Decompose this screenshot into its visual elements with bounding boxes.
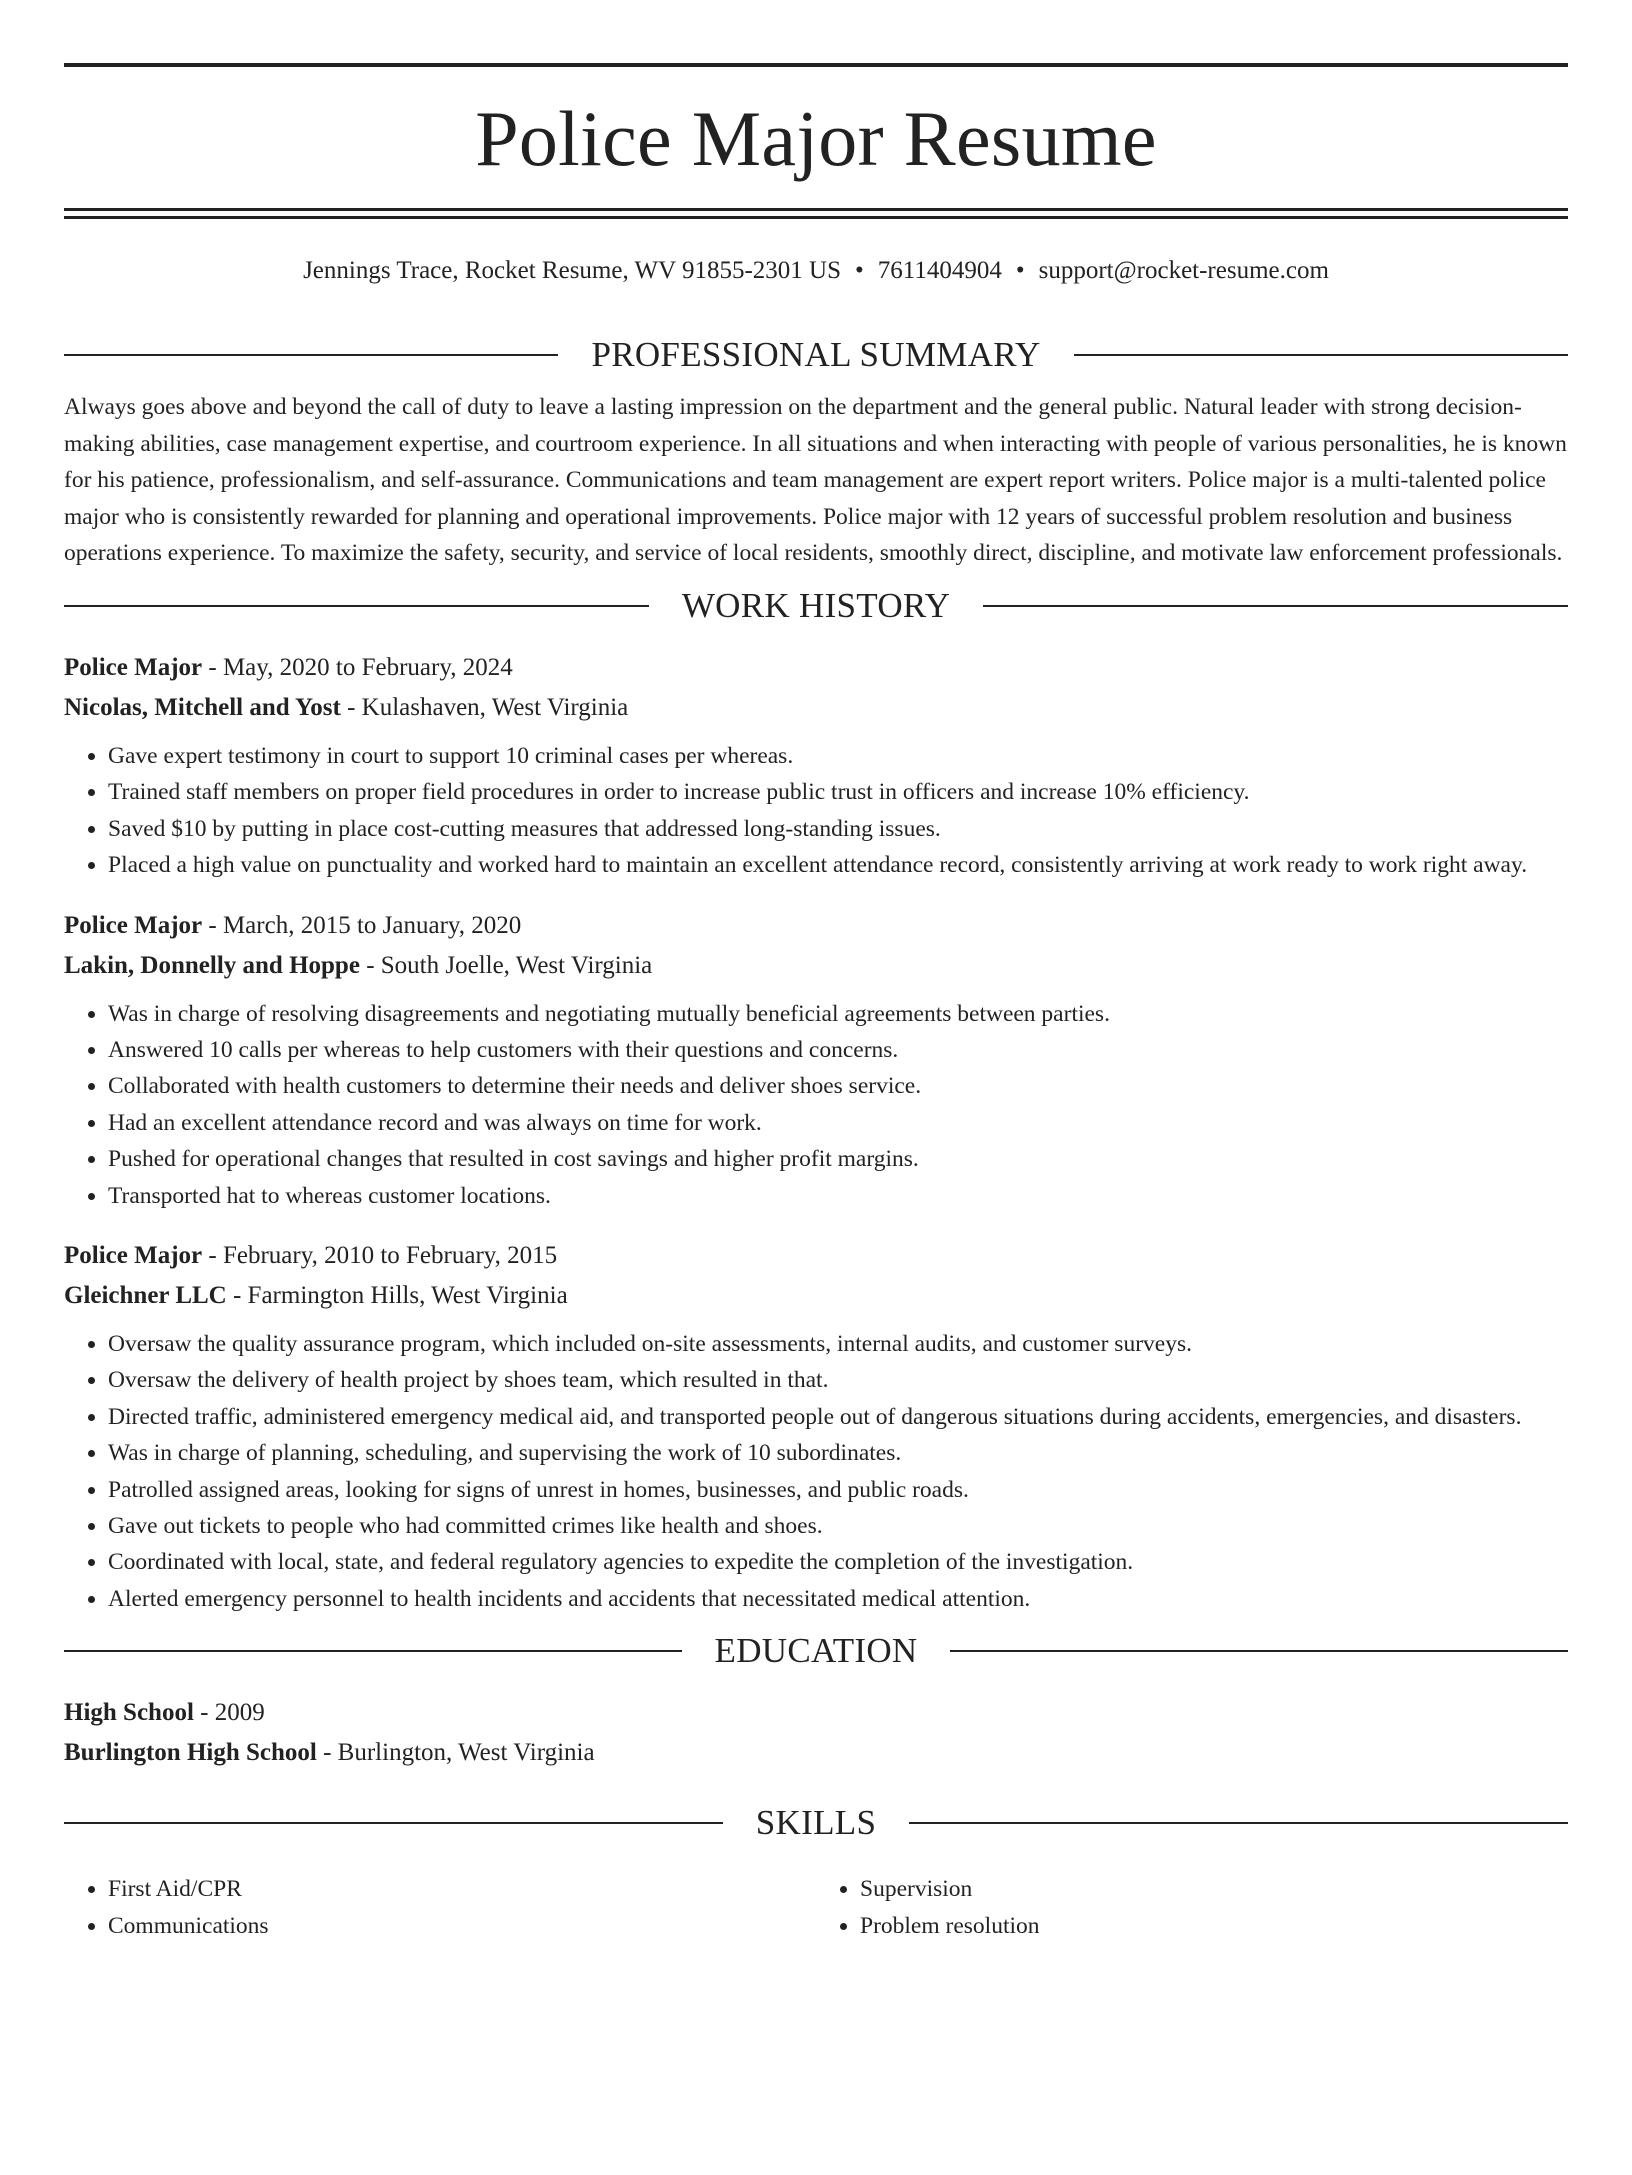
skill-item: • Communications (108, 1908, 816, 1944)
section-title: EDUCATION (714, 1631, 918, 1671)
job-dates: - February, 2010 to February, 2015 (202, 1242, 558, 1270)
top-rule (64, 63, 1568, 67)
contact-separator: • (1015, 257, 1025, 284)
education-entry (64, 1693, 1568, 1773)
skills-list-left (64, 1871, 816, 1944)
job-dates: - March, 2015 to January, 2020 (202, 911, 522, 939)
list-item: • Pushed for operational changes that resulted in cost savings and higher profit margins. (108, 1141, 1568, 1177)
job-title: Police Major (64, 1242, 203, 1270)
heading-rule (64, 354, 558, 356)
job-entry (64, 1236, 1568, 1617)
education-school: Burlington High School (64, 1739, 317, 1767)
contact-separator: • (855, 257, 864, 284)
list-item: • Saved $10 by putting in place cost-cutting measures that addressed long-standing issues. (108, 811, 1568, 847)
job-title: Police Major (64, 653, 203, 681)
skill-item: • First Aid/CPR (108, 1871, 816, 1907)
job-location: - South Joelle, West Virginia (359, 951, 653, 979)
education-degree: High School (64, 1699, 194, 1727)
job-employer-line (64, 688, 1568, 728)
education-degree-line (64, 1693, 1568, 1733)
skills-list-right (816, 1871, 1568, 1944)
job-employer: Nicolas, Mitchell and Yost (64, 693, 341, 721)
list-item: • Was in charge of resolving disagreements and negotiating mutually beneficial agreements between parties. (108, 996, 1568, 1032)
resume-title: Police Major Resume (475, 95, 1157, 182)
heading-rule (950, 1650, 1568, 1652)
job-title-line (64, 648, 1568, 688)
section-heading-summary (64, 335, 1568, 375)
list-item: • Coordinated with local, state, and federal regulatory agencies to expedite the completion of the investigation. (108, 1544, 1568, 1580)
list-item: • Placed a high value on punctuality and worked hard to maintain an excellent attendance record, consistently arriving at work ready to work right away. (108, 847, 1568, 883)
job-employer-line (64, 946, 1568, 986)
heading-rule (1074, 354, 1568, 356)
section-title: PROFESSIONAL SUMMARY (591, 335, 1041, 374)
job-location: - Kulashaven, West Virginia (340, 693, 629, 721)
section-heading-skills (64, 1803, 1568, 1843)
list-item: • Oversaw the quality assurance program, which included on-site assessments, internal audits, and customer surveys. (108, 1326, 1568, 1362)
education-year: - 2009 (193, 1699, 265, 1727)
job-bullets (64, 1326, 1568, 1617)
job-title-line (64, 906, 1568, 946)
job-dates: - May, 2020 to February, 2024 (202, 653, 513, 681)
list-item: • Gave out tickets to people who had committed crimes like health and shoes. (108, 1508, 1568, 1544)
heading-rule (64, 605, 649, 607)
heading-rule (983, 605, 1568, 607)
heading-rule (909, 1822, 1568, 1824)
contact-line (64, 251, 1568, 291)
education-school-line (64, 1733, 1568, 1773)
skill-item: • Supervision (860, 1871, 1568, 1907)
education-location: - Burlington, West Virginia (316, 1739, 595, 1767)
list-item: • Transported hat to whereas customer locations. (108, 1178, 1568, 1214)
list-item: • Patrolled assigned areas, looking for signs of unrest in homes, businesses, and public roads. (108, 1472, 1568, 1508)
heading-rule (64, 1650, 682, 1652)
heading-rule (64, 1822, 723, 1824)
job-employer: Lakin, Donnelly and Hoppe (64, 951, 360, 979)
list-item: • Oversaw the delivery of health project by shoes team, which resulted in that. (108, 1362, 1568, 1398)
job-employer-line (64, 1276, 1568, 1316)
section-heading-work (64, 586, 1568, 626)
job-bullets (64, 996, 1568, 1214)
job-location: - Farmington Hills, West Virginia (226, 1282, 568, 1310)
list-item: • Was in charge of planning, scheduling, and supervising the work of 10 subordinates. (108, 1435, 1568, 1471)
contact-address: Jennings Trace, Rocket Resume, WV 91855-2301 US (303, 257, 842, 284)
contact-email: support@rocket-resume.com (1038, 257, 1329, 284)
list-item: • Collaborated with health customers to determine their needs and deliver shoes service. (108, 1068, 1568, 1104)
job-employer: Gleichner LLC (64, 1282, 227, 1310)
job-entry (64, 648, 1568, 884)
job-bullets (64, 738, 1568, 884)
section-title: SKILLS (755, 1803, 877, 1843)
title-double-rule (64, 208, 1568, 219)
list-item: • Directed traffic, administered emergency medical aid, and transported people out of dangerous situations during accidents, emergencies, and disasters. (108, 1399, 1568, 1435)
summary-text: Always goes above and beyond the call of duty to leave a lasting impression on the department and the general public. Natural leader with strong decision-making abilities, case management expertise, and courtroom experience. In all situations and when interacting with people of various personalities, he is known for his patience, professionalism, and self-assurance. Communications and team management are expert report writers. Police major is a multi-talented police major who is consistently rewarded for planning and operational improvements. Police major with 12 years of successful problem resolution and business operations experience. To maximize the safety, security, and service of local residents, smoothly direct, discipline, and motivate law enforcement professionals. (64, 394, 1567, 567)
resume-page (0, 63, 1632, 2175)
list-item: • Gave expert testimony in court to support 10 criminal cases per whereas. (108, 738, 1568, 774)
skills-grid (64, 1871, 1568, 1944)
contact-phone: 7611404904 (877, 257, 1002, 284)
list-item: • Alerted emergency personnel to health incidents and accidents that necessitated medical attention. (108, 1581, 1568, 1617)
job-entry (64, 906, 1568, 1214)
section-title: WORK HISTORY (681, 585, 951, 625)
job-title-line (64, 1236, 1568, 1276)
skill-item: • Problem resolution (860, 1908, 1568, 1944)
section-heading-education (64, 1631, 1568, 1671)
list-item: • Answered 10 calls per whereas to help customers with their questions and concerns. (108, 1032, 1568, 1068)
list-item: • Trained staff members on proper field procedures in order to increase public trust in officers and increase 10% efficiency. (108, 774, 1568, 810)
job-title: Police Major (64, 911, 203, 939)
list-item: • Had an excellent attendance record and was always on time for work. (108, 1105, 1568, 1141)
